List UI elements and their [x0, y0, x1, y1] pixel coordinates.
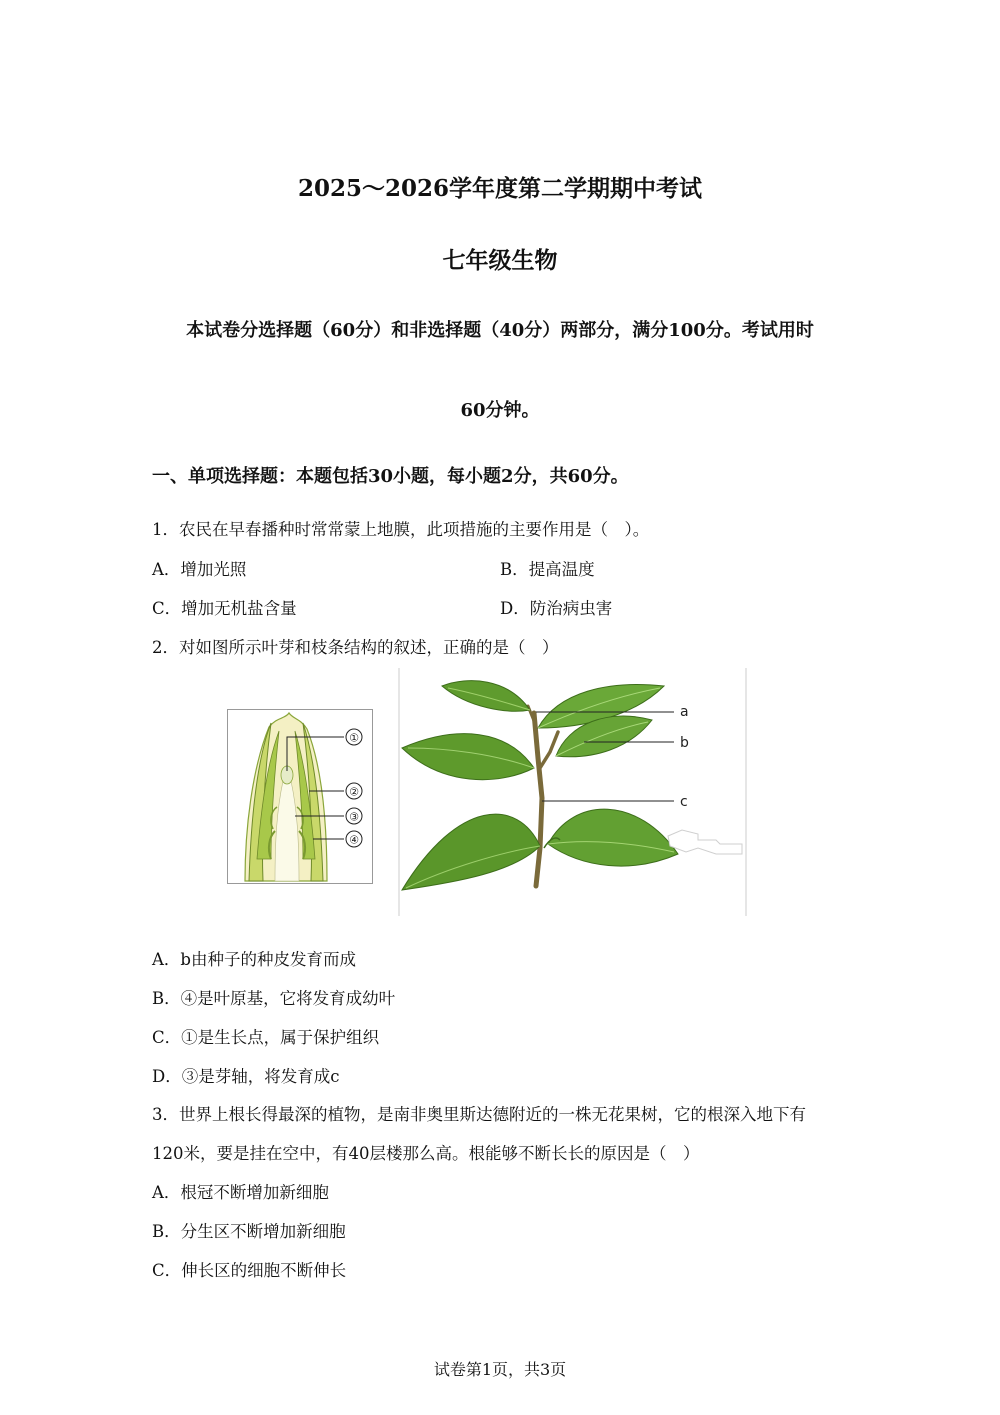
bud-label-2: ② [349, 785, 359, 799]
leaf-bud-figure [227, 709, 373, 884]
question-1-option-d: D．防治病虫害 [500, 599, 613, 618]
bud-label-3: ③ [349, 810, 359, 824]
branch-label-a: a [680, 704, 689, 720]
question-1-option-b: B．提高温度 [500, 560, 595, 579]
question-1-stem: 1．农民在早春播种时常常蒙上地膜，此项措施的主要作用是（ ）。 [152, 520, 650, 539]
question-2-stem: 2．对如图所示叶芽和枝条结构的叙述，正确的是（ ） [152, 638, 559, 657]
exam-subtitle: 七年级生物 [442, 247, 558, 274]
question-3-option-b: B．分生区不断增加新细胞 [152, 1222, 346, 1241]
question-3-option-a: A．根冠不断增加新细胞 [152, 1183, 329, 1202]
exam-title: 2025～2026学年度第二学期期中考试 [297, 175, 703, 202]
question-2-option-a: A．b由种子的种皮发育而成 [152, 950, 356, 969]
bud-label-4: ④ [349, 833, 359, 847]
section-heading: 一、单项选择题：本题包括30小题，每小题2分，共60分。 [152, 466, 629, 487]
question-2-option-b: B．④是叶原基，它将发育成幼叶 [152, 989, 396, 1008]
page-footer: 试卷第1页，共3页 [433, 1360, 567, 1379]
question-3-option-c: C．伸长区的细胞不断伸长 [152, 1261, 347, 1280]
question-3-stem-line2: 120米，要是挂在空中，有40层楼那么高。根能够不断长长的原因是（ ） [152, 1144, 700, 1163]
exam-intro-line1: 本试卷分选择题（60分）和非选择题（40分）两部分，满分100分。考试用时 [186, 320, 814, 341]
bud-label-1: ① [349, 731, 359, 745]
question-2-option-d: D．③是芽轴，将发育成c [152, 1067, 340, 1086]
exam-intro-line2: 60分钟。 [460, 400, 540, 421]
question-1-option-a: A．增加光照 [152, 560, 247, 579]
question-2-option-c: C．①是生长点，属于保护组织 [152, 1028, 380, 1047]
branch-label-c: c [680, 794, 688, 810]
question-1-option-c: C．增加无机盐含量 [152, 599, 297, 618]
branch-label-b: b [680, 735, 689, 751]
question-3-stem-line1: 3．世界上根长得最深的植物，是南非奥里斯达德附近的一株无花果树，它的根深入地下有 [152, 1105, 806, 1124]
branch-figure [398, 668, 748, 916]
